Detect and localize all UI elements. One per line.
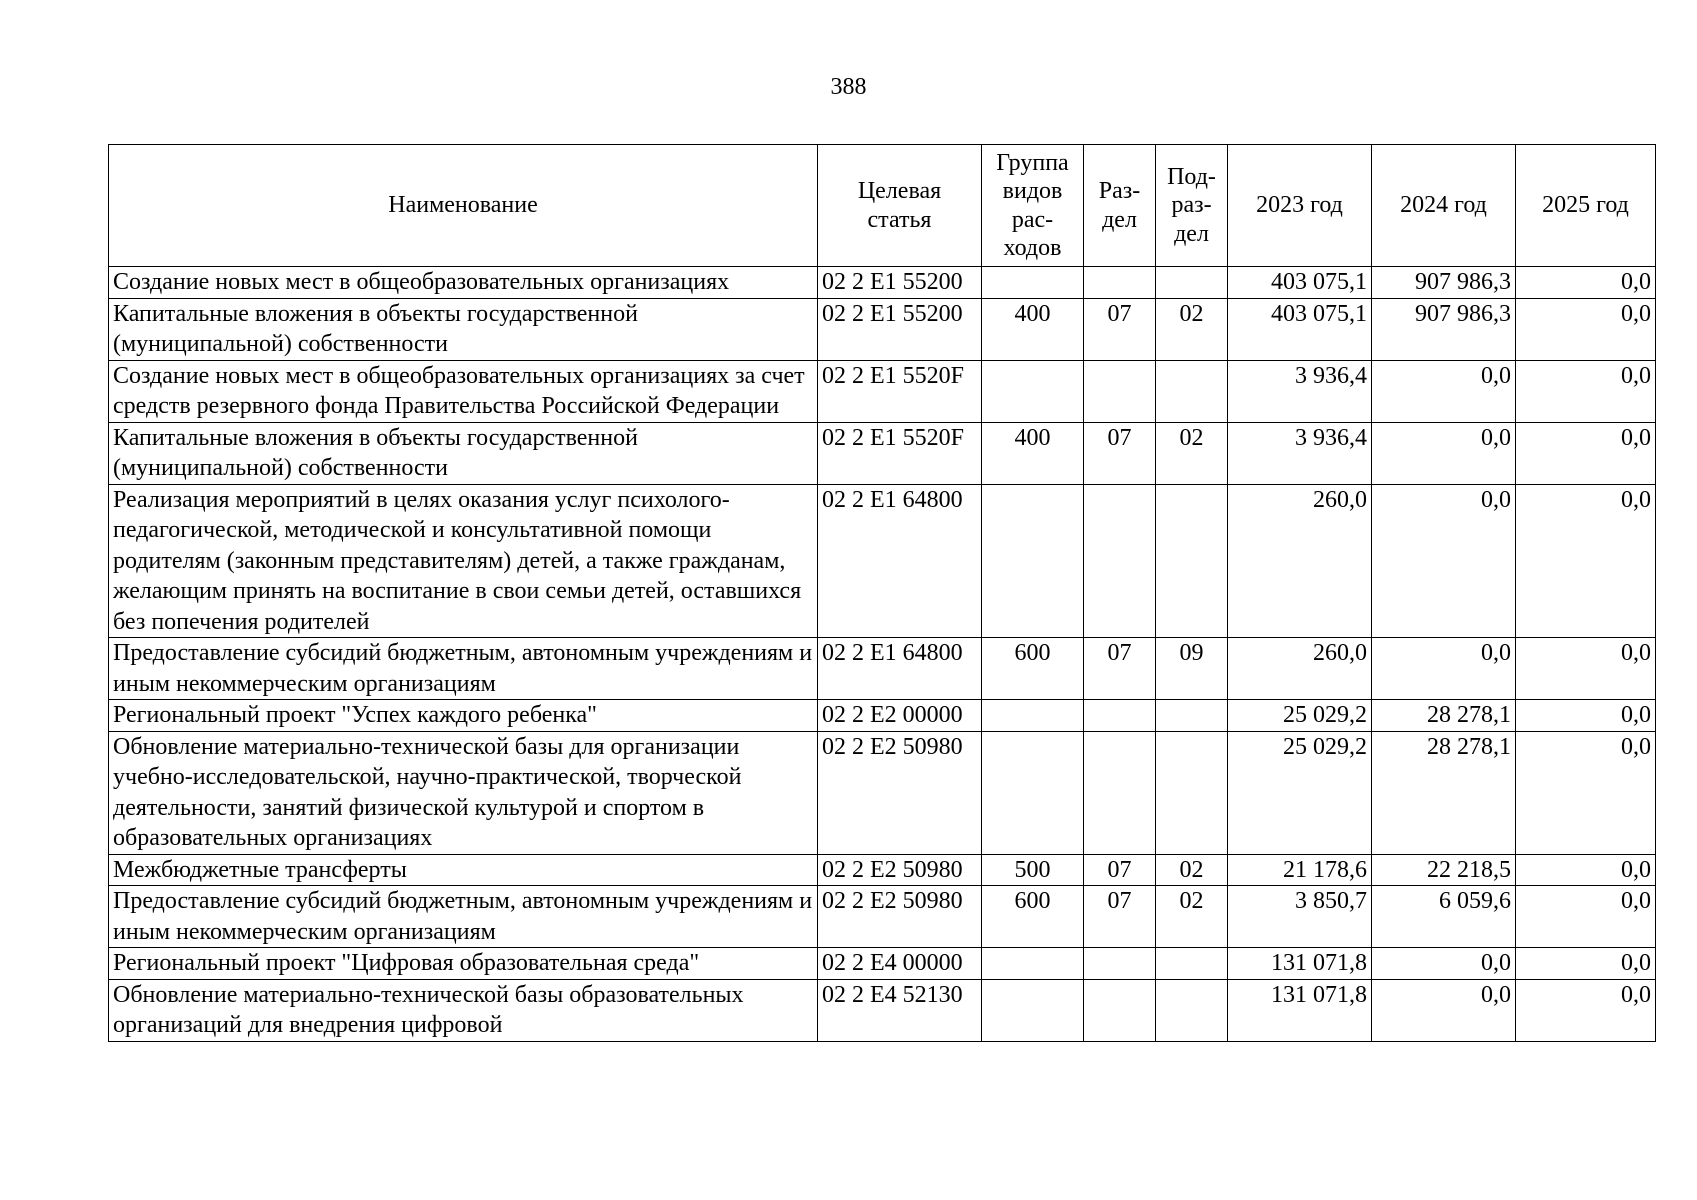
cell-2023: 25 029,2 <box>1228 700 1372 732</box>
cell-2023: 131 071,8 <box>1228 979 1372 1041</box>
cell-expense-group <box>982 700 1084 732</box>
cell-subsection <box>1156 484 1228 638</box>
cell-expense-group: 600 <box>982 638 1084 700</box>
cell-expense-group: 400 <box>982 422 1084 484</box>
cell-subsection: 02 <box>1156 422 1228 484</box>
cell-section: 07 <box>1084 854 1156 886</box>
table-row <box>109 886 1656 948</box>
cell-2025: 0,0 <box>1516 267 1656 299</box>
header-name: Наименование <box>109 145 818 267</box>
cell-target-article: 02 2 E4 00000 <box>818 948 982 980</box>
header-row <box>109 145 1656 267</box>
cell-2024: 0,0 <box>1372 422 1516 484</box>
cell-target-article: 02 2 E1 64800 <box>818 638 982 700</box>
header-section-text: Раз-дел <box>1098 178 1141 233</box>
cell-target-article: 02 2 E1 55200 <box>818 298 982 360</box>
cell-section <box>1084 267 1156 299</box>
cell-2024: 28 278,1 <box>1372 731 1516 854</box>
cell-subsection <box>1156 267 1228 299</box>
cell-target-article: 02 2 E1 5520F <box>818 360 982 422</box>
cell-2025: 0,0 <box>1516 298 1656 360</box>
cell-section: 07 <box>1084 298 1156 360</box>
cell-2025: 0,0 <box>1516 484 1656 638</box>
table-body <box>109 267 1656 1042</box>
cell-expense-group <box>982 948 1084 980</box>
table-row <box>109 979 1656 1041</box>
cell-2023: 260,0 <box>1228 638 1372 700</box>
cell-name: Предоставление субсидий бюджетным, автономным учреждениям и иным некоммерческим организациям <box>109 886 818 948</box>
cell-2023: 3 936,4 <box>1228 422 1372 484</box>
cell-2025: 0,0 <box>1516 886 1656 948</box>
page-number: 388 <box>830 74 867 100</box>
cell-target-article: 02 2 E4 52130 <box>818 979 982 1041</box>
header-subsection-text: Под-раз-дел <box>1167 163 1216 247</box>
cell-section: 07 <box>1084 638 1156 700</box>
cell-2023: 3 936,4 <box>1228 360 1372 422</box>
cell-expense-group <box>982 979 1084 1041</box>
cell-2025: 0,0 <box>1516 360 1656 422</box>
cell-expense-group <box>982 267 1084 299</box>
table-row <box>109 298 1656 360</box>
cell-2024: 0,0 <box>1372 638 1516 700</box>
cell-name: Региональный проект "Успех каждого ребенка" <box>109 700 818 732</box>
cell-subsection <box>1156 948 1228 980</box>
header-expense-group-text: Группа видов рас-ходов <box>996 149 1069 261</box>
cell-2025: 0,0 <box>1516 700 1656 732</box>
cell-name: Капитальные вложения в объекты государственной (муниципальной) собственности <box>109 422 818 484</box>
table-row <box>109 731 1656 854</box>
cell-2025: 0,0 <box>1516 638 1656 700</box>
cell-target-article: 02 2 E2 00000 <box>818 700 982 732</box>
cell-section <box>1084 700 1156 732</box>
table-row <box>109 484 1656 638</box>
cell-2024: 22 218,5 <box>1372 854 1516 886</box>
cell-name: Предоставление субсидий бюджетным, автономным учреждениям и иным некоммерческим организациям <box>109 638 818 700</box>
cell-2024: 907 986,3 <box>1372 267 1516 299</box>
cell-subsection <box>1156 700 1228 732</box>
cell-2024: 28 278,1 <box>1372 700 1516 732</box>
cell-subsection <box>1156 979 1228 1041</box>
cell-2023: 21 178,6 <box>1228 854 1372 886</box>
header-target-article <box>818 145 982 267</box>
cell-section <box>1084 360 1156 422</box>
table-row <box>109 422 1656 484</box>
cell-2024: 0,0 <box>1372 484 1516 638</box>
header-2024: 2024 год <box>1372 145 1516 267</box>
header-target-text: Целевая статья <box>857 178 942 233</box>
table-row <box>109 948 1656 980</box>
cell-2025: 0,0 <box>1516 948 1656 980</box>
cell-2023: 131 071,8 <box>1228 948 1372 980</box>
cell-2023: 25 029,2 <box>1228 731 1372 854</box>
cell-subsection: 02 <box>1156 298 1228 360</box>
cell-target-article: 02 2 E2 50980 <box>818 854 982 886</box>
cell-expense-group: 400 <box>982 298 1084 360</box>
cell-2025: 0,0 <box>1516 422 1656 484</box>
cell-2024: 0,0 <box>1372 948 1516 980</box>
cell-name: Капитальные вложения в объекты государственной (муниципальной) собственности <box>109 298 818 360</box>
header-subsection <box>1156 145 1228 267</box>
cell-subsection: 02 <box>1156 854 1228 886</box>
cell-2024: 0,0 <box>1372 360 1516 422</box>
cell-2025: 0,0 <box>1516 854 1656 886</box>
cell-name: Обновление материально-технической базы образовательных организаций для внедрения цифровой <box>109 979 818 1041</box>
cell-section <box>1084 731 1156 854</box>
cell-name: Создание новых мест в общеобразовательных организациях <box>109 267 818 299</box>
cell-2025: 0,0 <box>1516 979 1656 1041</box>
cell-subsection: 09 <box>1156 638 1228 700</box>
cell-expense-group: 600 <box>982 886 1084 948</box>
cell-2023: 403 075,1 <box>1228 298 1372 360</box>
cell-subsection <box>1156 731 1228 854</box>
cell-2025: 0,0 <box>1516 731 1656 854</box>
cell-name: Создание новых мест в общеобразовательных организациях за счет средств резервного фонда Правительства Российской Федерации <box>109 360 818 422</box>
cell-2023: 260,0 <box>1228 484 1372 638</box>
table-row <box>109 638 1656 700</box>
cell-expense-group <box>982 360 1084 422</box>
table-row <box>109 854 1656 886</box>
table-row <box>109 267 1656 299</box>
header-2025: 2025 год <box>1516 145 1656 267</box>
header-section <box>1084 145 1156 267</box>
cell-target-article: 02 2 E2 50980 <box>818 886 982 948</box>
header-2023: 2023 год <box>1228 145 1372 267</box>
cell-expense-group <box>982 731 1084 854</box>
cell-target-article: 02 2 E1 55200 <box>818 267 982 299</box>
table-row <box>109 700 1656 732</box>
cell-section <box>1084 979 1156 1041</box>
cell-name: Региональный проект "Цифровая образовательная среда" <box>109 948 818 980</box>
cell-name: Обновление материально-технической базы для организации учебно-исследовательской, научно-практической, творческой деятельности, занятий физической культурой и спортом в образовательных организациях <box>109 731 818 854</box>
header-expense-group <box>982 145 1084 267</box>
cell-2024: 0,0 <box>1372 979 1516 1041</box>
cell-section <box>1084 484 1156 638</box>
cell-expense-group <box>982 484 1084 638</box>
cell-section: 07 <box>1084 422 1156 484</box>
cell-expense-group: 500 <box>982 854 1084 886</box>
cell-target-article: 02 2 E1 64800 <box>818 484 982 638</box>
cell-target-article: 02 2 E2 50980 <box>818 731 982 854</box>
cell-subsection <box>1156 360 1228 422</box>
budget-table <box>108 144 1656 1042</box>
cell-2024: 6 059,6 <box>1372 886 1516 948</box>
cell-subsection: 02 <box>1156 886 1228 948</box>
cell-2024: 907 986,3 <box>1372 298 1516 360</box>
cell-2023: 403 075,1 <box>1228 267 1372 299</box>
table-row <box>109 360 1656 422</box>
cell-section: 07 <box>1084 886 1156 948</box>
table-header <box>109 145 1656 267</box>
cell-name: Реализация мероприятий в целях оказания услуг психолого-педагогической, методической и консультативной помощи родителям (законным представителям) детей, а также гражданам, желающим принять на воспитание в свои семьи детей, оставшихся без попечения родителей <box>109 484 818 638</box>
cell-section <box>1084 948 1156 980</box>
cell-name: Межбюджетные трансферты <box>109 854 818 886</box>
cell-target-article: 02 2 E1 5520F <box>818 422 982 484</box>
cell-2023: 3 850,7 <box>1228 886 1372 948</box>
